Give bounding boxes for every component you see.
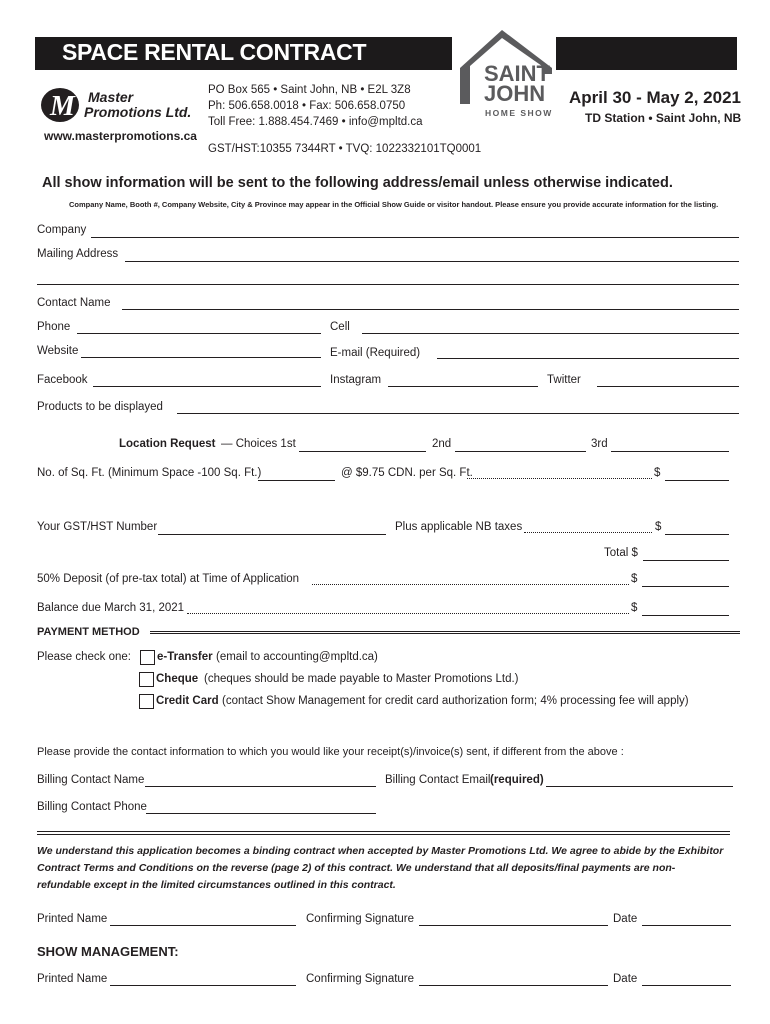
agreement-text: We understand this application becomes a binding contract when accepted by Master Promotions Ltd. We agree to abide by the Exhibitor Contract Terms and Conditions on the reverse (page 2) of this contract. We understand that all deposits/final payments are non-refundable except in the limited circumstances outlined in this contract. <box>37 845 724 891</box>
company-name-line1: Master <box>88 89 134 105</box>
company-website: www.masterpromotions.ca <box>44 129 197 143</box>
website-label: Website <box>37 345 79 357</box>
rate-amount-field[interactable] <box>665 480 729 481</box>
company-field[interactable] <box>91 237 739 238</box>
company-phone-fax: Ph: 506.658.0018 • Fax: 506.658.0750 <box>208 100 406 112</box>
instagram-field[interactable] <box>388 386 538 387</box>
show-logo-saint: SAINT <box>484 61 550 86</box>
contact-name-label: Contact Name <box>37 297 111 309</box>
location-choices-label: — Choices 1st <box>221 438 296 450</box>
instagram-label: Instagram <box>330 374 382 386</box>
email-label: E-mail (Required) <box>330 347 421 359</box>
payment-method-heading: PAYMENT METHOD <box>37 626 140 638</box>
cheque-label: Cheque <box>156 673 199 685</box>
etransfer-detail: (email to accounting@mpltd.ca) <box>216 651 378 663</box>
facebook-label: Facebook <box>37 374 88 386</box>
cheque-checkbox[interactable] <box>139 672 154 687</box>
printed-name-field[interactable] <box>110 925 296 926</box>
gst-number-label: Your GST/HST Number <box>37 521 158 533</box>
email-field[interactable] <box>437 358 739 359</box>
title-bar-right <box>556 37 737 70</box>
billing-intro: Please provide the contact information to which you would like your receipt(s)/invoice(s) sent, if different from the above : <box>37 746 624 758</box>
date-field[interactable] <box>642 925 731 926</box>
twitter-field[interactable] <box>597 386 739 387</box>
phone-label: Phone <box>37 321 71 333</box>
sm-date-label: Date <box>613 973 638 985</box>
twitter-label: Twitter <box>547 374 581 386</box>
location-choice2-field[interactable] <box>455 451 586 452</box>
products-label: Products to be displayed <box>37 401 163 413</box>
contact-name-field[interactable] <box>122 309 739 310</box>
deposit-field[interactable] <box>642 586 729 587</box>
website-field[interactable] <box>81 357 321 358</box>
agreement-divider <box>37 831 730 835</box>
rate-label: @ $9.75 CDN. per Sq. Ft. <box>341 467 473 479</box>
location-3rd-label: 3rd <box>591 438 608 450</box>
company-address: PO Box 565 • Saint John, NB • E2L 3Z8 <box>208 84 411 96</box>
billing-contact-phone-label: Billing Contact Phone <box>37 801 147 813</box>
balance-dollar: $ <box>631 602 638 614</box>
taxes-label: Plus applicable NB taxes <box>395 521 523 533</box>
balance-field[interactable] <box>642 615 729 616</box>
show-dates: April 30 - May 2, 2021 <box>569 88 741 107</box>
company-tollfree: Toll Free: 1.888.454.7469 • info@mpltd.ca <box>208 116 423 128</box>
billing-contact-email-label: Billing Contact Email <box>385 774 491 786</box>
show-logo-homeshow: HOME SHOW <box>485 108 553 118</box>
page-title: SPACE RENTAL CONTRACT <box>62 39 367 65</box>
printed-name-label: Printed Name <box>37 913 108 925</box>
mailing-address-label: Mailing Address <box>37 248 119 260</box>
billing-email-required: (required) <box>490 774 544 786</box>
total-label: Total $ <box>604 547 638 559</box>
logo-letter: M <box>50 91 75 122</box>
company-name-line2: Promotions Ltd. <box>84 104 192 120</box>
show-management-heading: SHOW MANAGEMENT: <box>37 944 179 959</box>
taxes-dollar: $ <box>655 521 662 533</box>
show-venue: TD Station • Saint John, NB <box>585 111 742 125</box>
confirming-signature-label: Confirming Signature <box>306 913 415 925</box>
sm-confirming-signature-field[interactable] <box>419 985 608 986</box>
show-logo-john: JOHN <box>484 81 546 106</box>
sm-printed-name-field[interactable] <box>110 985 296 986</box>
confirming-signature-field[interactable] <box>419 925 608 926</box>
deposit-leader <box>312 584 629 585</box>
cell-label: Cell <box>330 321 350 333</box>
location-2nd-label: 2nd <box>432 438 452 450</box>
tax-numbers: GST/HST:10355 7344RT • TVQ: 1022332101TQ0001 <box>208 143 482 155</box>
rate-dollar: $ <box>654 467 661 479</box>
total-field[interactable] <box>643 560 729 561</box>
balance-label: Balance due March 31, 2021 <box>37 602 185 614</box>
gst-number-field[interactable] <box>158 534 386 535</box>
date-label: Date <box>613 913 638 925</box>
location-choice1-field[interactable] <box>299 451 426 452</box>
products-field[interactable] <box>177 413 739 414</box>
etransfer-label: e-Transfer <box>157 651 213 663</box>
notice-subtext: Company Name, Booth #, Company Website, City & Province may appear in the Official Show Guide or visitor handout. Please ensure you provide accurate information for the listing. <box>69 200 719 209</box>
rate-leader <box>467 478 652 479</box>
billing-contact-phone-field[interactable] <box>146 813 376 814</box>
cheque-detail: (cheques should be made payable to Master Promotions Ltd.) <box>204 673 519 685</box>
company-label: Company <box>37 224 87 236</box>
etransfer-checkbox[interactable] <box>140 650 155 665</box>
sqft-field[interactable] <box>258 480 335 481</box>
sm-confirming-signature-label: Confirming Signature <box>306 973 415 985</box>
location-choice3-field[interactable] <box>611 451 729 452</box>
balance-leader <box>187 613 629 614</box>
billing-contact-name-field[interactable] <box>145 786 376 787</box>
sm-date-field[interactable] <box>642 985 731 986</box>
sqft-label: No. of Sq. Ft. (Minimum Space -100 Sq. Ft.) <box>37 467 262 479</box>
credit-card-label: Credit Card <box>156 695 219 707</box>
cell-field[interactable] <box>362 333 739 334</box>
payment-divider <box>150 631 740 634</box>
credit-card-detail: (contact Show Management for credit card authorization form; 4% processing fee will apply) <box>222 695 689 707</box>
mailing-address-field-line2[interactable] <box>37 284 739 285</box>
taxes-amount-field[interactable] <box>665 534 729 535</box>
credit-card-checkbox[interactable] <box>139 694 154 709</box>
billing-contact-name-label: Billing Contact Name <box>37 774 145 786</box>
sm-printed-name-label: Printed Name <box>37 973 108 985</box>
mailing-address-field[interactable] <box>125 261 739 262</box>
master-promotions-logo <box>40 86 192 126</box>
notice-heading: All show information will be sent to the following address/email unless otherwise indicated. <box>42 175 673 191</box>
billing-contact-email-field[interactable] <box>546 786 733 787</box>
payment-prompt: Please check one: <box>37 651 131 663</box>
taxes-leader <box>524 532 652 533</box>
deposit-dollar: $ <box>631 573 638 585</box>
deposit-label: 50% Deposit (of pre-tax total) at Time of Application <box>37 573 300 585</box>
location-request-label: Location Request <box>119 438 216 450</box>
facebook-field[interactable] <box>93 386 321 387</box>
home-show-logo <box>458 28 554 124</box>
phone-field[interactable] <box>77 333 321 334</box>
